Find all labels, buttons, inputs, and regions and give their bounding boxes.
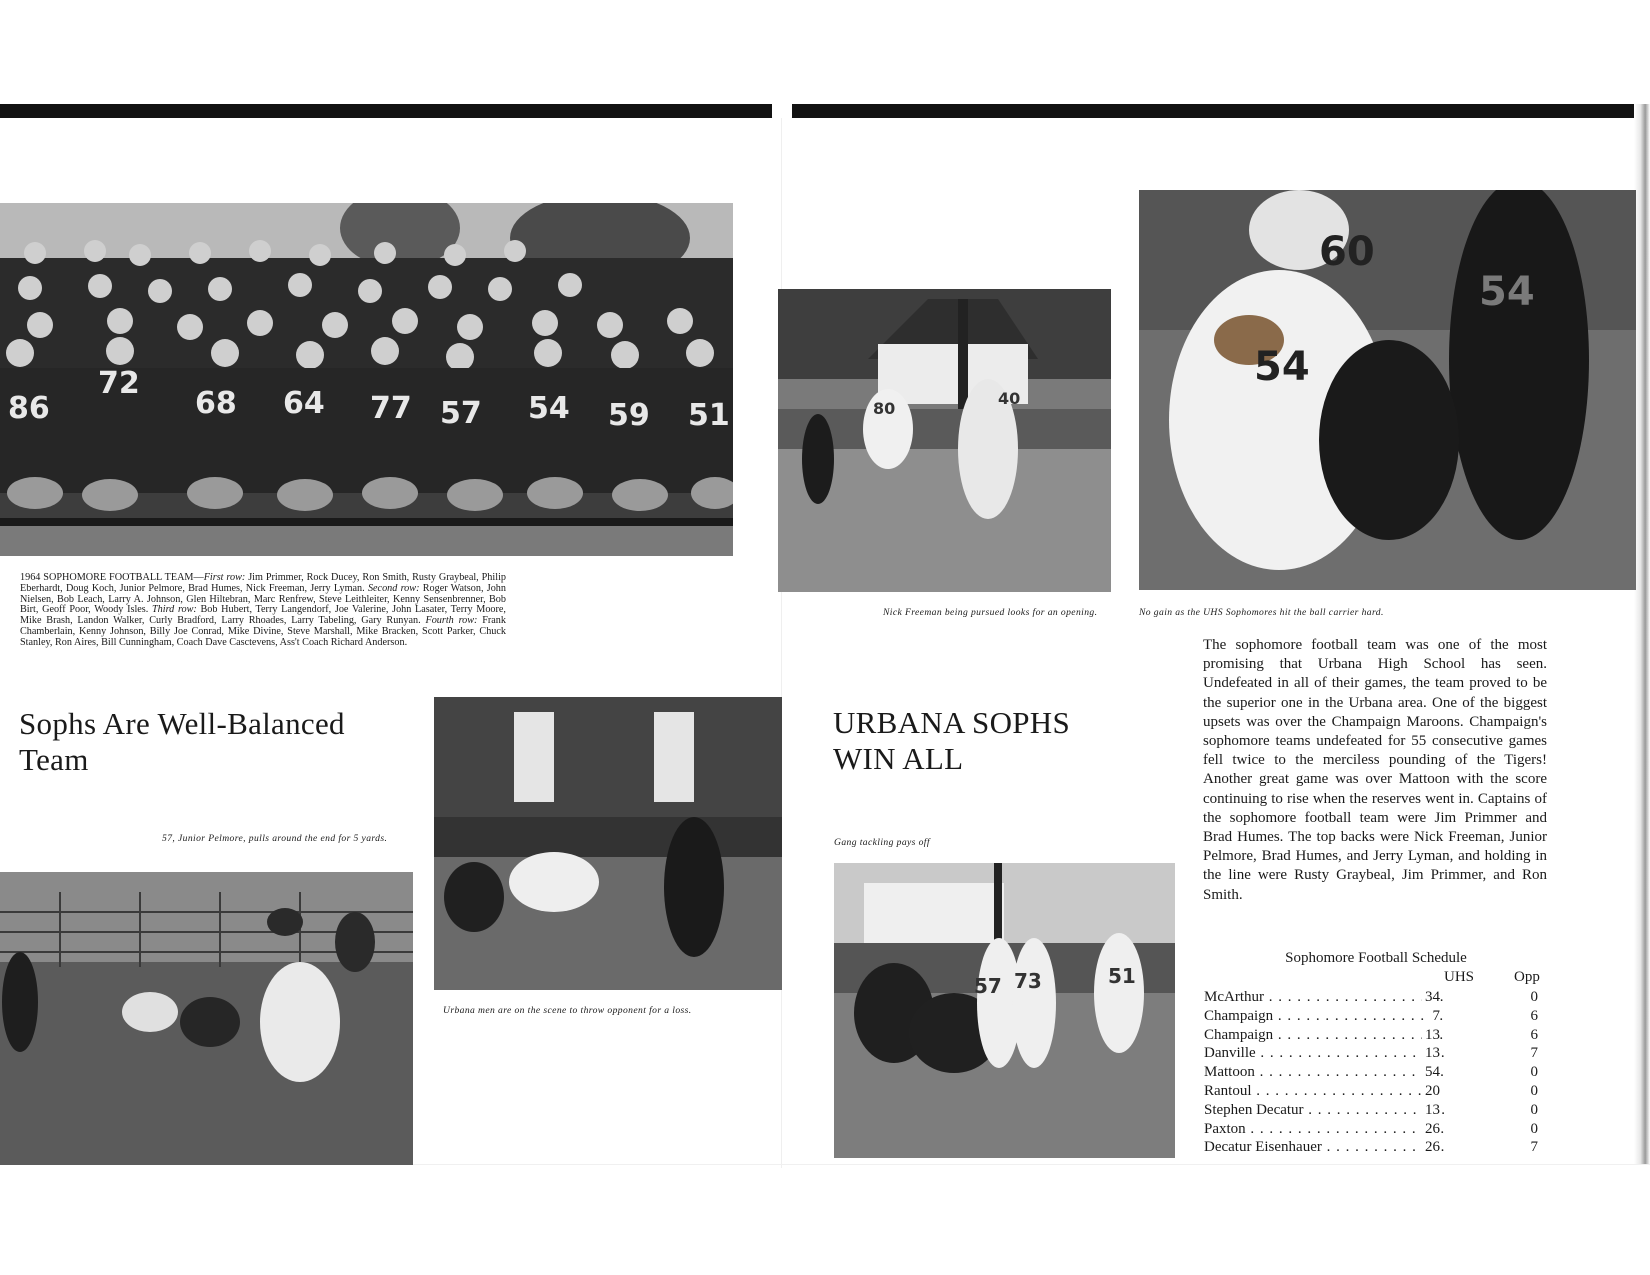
schedule-opponent: Danville . . . [1204, 1044, 1444, 1063]
schedule-row [1204, 1082, 1548, 1101]
schedule-opponent: Champaign . . . [1204, 1007, 1444, 1026]
headline-right-line1: URBANA SOPHS [833, 705, 1071, 740]
gang-jersey-57: 57 [974, 974, 1002, 998]
page-right-edge [1634, 104, 1650, 1164]
team-jersey-51: 51 [688, 398, 730, 433]
team-caption-third-label: Third row: [152, 604, 197, 616]
schedule-opp-score: 0 [1530, 1101, 1538, 1118]
team-photo-caption [20, 573, 506, 649]
team-jersey-77: 77 [370, 391, 412, 426]
schedule-row [1204, 1120, 1548, 1139]
schedule-uhs-score: 13 [1422, 1044, 1440, 1063]
team-jersey-64: 64 [283, 386, 325, 421]
photo-pelmore-run [0, 872, 413, 1165]
schedule-header [1204, 969, 1548, 988]
schedule-row [1204, 1007, 1548, 1026]
headline-right-line2: WIN ALL [833, 741, 964, 776]
team-caption-fourth-names: Frank Chamberlain, Kenny Johnson, Billy Joe Conrad, Mike Divine, Steve Marshall, Mike Bracken, Scott Parker, Chuck Stanley, Ron Aires, Bill Cunningham, Coach Dave Casctevens, Ass't Coach Richard Anderson. [20, 615, 506, 648]
caption-gang-tackling: Gang tackling pays off [834, 837, 930, 848]
schedule-opponent: Champaign . . . [1204, 1026, 1444, 1045]
schedule-opponent: Stephen Decatur . . . [1204, 1101, 1444, 1120]
headline-left-line1: Sophs Are Well-Balanced [19, 706, 345, 741]
schedule-row [1204, 988, 1548, 1007]
schedule-row [1204, 1026, 1548, 1045]
schedule-uhs-score: 13 [1422, 1026, 1440, 1045]
team-jersey-72: 72 [98, 366, 140, 401]
schedule-row [1204, 1063, 1548, 1082]
schedule-uhs-score: 20 [1422, 1082, 1440, 1101]
schedule-uhs-score: 13 [1422, 1101, 1440, 1120]
gang-jersey-73: 73 [1014, 969, 1042, 993]
photo-nick-freeman [778, 289, 1111, 592]
schedule-opp-score: 0 [1530, 989, 1538, 1005]
nogain-jersey-54-dark: 54 [1479, 269, 1535, 315]
caption-urbana-men: Urbana men are on the scene to throw opponent for a loss. [443, 1005, 692, 1016]
team-caption-fourth-label: Fourth row: [425, 615, 478, 627]
schedule-opponent: Paxton . . . [1204, 1120, 1444, 1139]
team-jersey-57: 57 [440, 396, 482, 431]
schedule-col-uhs: UHS [1444, 969, 1475, 985]
nogain-jersey-54-white: 54 [1254, 344, 1310, 390]
schedule-table [1204, 950, 1548, 1157]
schedule-uhs-score: 26 [1422, 1138, 1440, 1157]
schedule-uhs-score: 34 [1422, 988, 1440, 1007]
team-caption-second-names: Roger Watson, John Nielsen, Bob Leach, Larry A. Johnson, Glen Hiltebran, Marc Renfrew, Steve Leithleiter, Kenny Sensenbrenner, Bob Birt, Geoff Poor, Woody Isles. [20, 582, 506, 616]
schedule-row [1204, 1044, 1548, 1063]
team-caption-first-names: Jim Primmer, Rock Ducey, Ron Smith, Rusty Graybeal, Philip Eberhardt, Doug Koch, Junior Pelmore, Brad Humes, Nick Freeman, Jerry Lyman. [20, 572, 506, 594]
schedule-opponent: McArthur . . . [1204, 988, 1444, 1007]
schedule-row [1204, 1138, 1548, 1157]
team-caption-second-label: Second row: [367, 582, 420, 594]
schedule-opp-score: 0 [1530, 1064, 1538, 1081]
schedule-opp-score: 7 [1530, 1045, 1538, 1062]
schedule-title: Sophomore Football Schedule [1285, 950, 1467, 966]
schedule-uhs-score: 54 [1422, 1063, 1440, 1082]
headline-left-line2: Team [19, 742, 89, 777]
team-caption-first-label: First row: [203, 572, 246, 583]
schedule-row [1204, 1101, 1548, 1120]
schedule-opponent: Rantoul . . . [1204, 1082, 1444, 1101]
headline-right [833, 705, 1153, 777]
photo-no-gain [1139, 190, 1636, 590]
team-caption-third-names: Bob Hubert, Terry Langendorf, Joe Valerine, John Lasater, Terry Moore, Mike Brash, Landon Walker, Curly Bradford, Larry Rhoades, Larry Tabeling, Gary Runyan. [20, 604, 506, 627]
photo-gang-tackling [834, 863, 1175, 1158]
team-photo [0, 203, 733, 556]
schedule-uhs-score: 26 [1422, 1120, 1440, 1139]
spread-top-edge [0, 104, 1650, 118]
schedule-opp-score: 0 [1530, 1120, 1538, 1137]
team-jersey-86: 86 [8, 391, 50, 426]
caption-no-gain: No gain as the UHS Sophomores hit the ball carrier hard. [1139, 607, 1384, 618]
gang-jersey-51: 51 [1108, 964, 1136, 988]
schedule-opponent: Decatur Eisenhauer . . . [1204, 1138, 1444, 1157]
schedule-opp-score: 0 [1530, 1082, 1538, 1099]
caption-pelmore: 57, Junior Pelmore, pulls around the end for 5 yards. [162, 833, 388, 844]
book-gutter [772, 104, 792, 130]
photo-urbana-men [434, 697, 782, 990]
schedule-col-opp: Opp [1514, 969, 1540, 985]
team-jersey-59: 59 [608, 398, 650, 433]
schedule-opp-score: 7 [1530, 1139, 1538, 1156]
caption-nick-freeman: Nick Freeman being pursued looks for an opening. [883, 607, 1098, 618]
headline-left [19, 706, 419, 778]
schedule-opponent: Mattoon . . . [1204, 1063, 1444, 1082]
schedule-opp-score: 6 [1530, 1007, 1538, 1024]
gutter-line [781, 118, 782, 1168]
freeman-jersey-80: 80 [873, 399, 896, 418]
article-body: The sophomore football team was one of the most promising that Urbana High School has seen. Undefeated in all of their games, the team proved to be the superior one in the Urbana area. One of the biggest upsets was over the Champaign Maroons. Champaign's sophomore teams undefeated for 55 consecutive games fell twice to the merciless pounding of the Tigers! Another great game was over Mattoon with the score continuing to rise when the reserves went in. Captains of the sophomore football team were Jim Primmer and Brad Humes. The top backs were Nick Freeman, Junior Pelmore, Brad Humes, and Jerry Lyman, and holding in the line were Rusty Graybeal, Jim Primmer, and Ron Smith. [1203, 637, 1547, 903]
schedule-opp-score: 6 [1530, 1026, 1538, 1043]
team-caption-lead: 1964 SOPHOMORE FOOTBALL TEAM— [20, 572, 204, 583]
team-jersey-68: 68 [195, 386, 237, 421]
team-jersey-54: 54 [528, 391, 570, 426]
schedule-uhs-score: 7 [1430, 1007, 1441, 1026]
freeman-jersey-40: 40 [998, 389, 1021, 408]
nogain-jersey-60: 60 [1319, 229, 1375, 275]
